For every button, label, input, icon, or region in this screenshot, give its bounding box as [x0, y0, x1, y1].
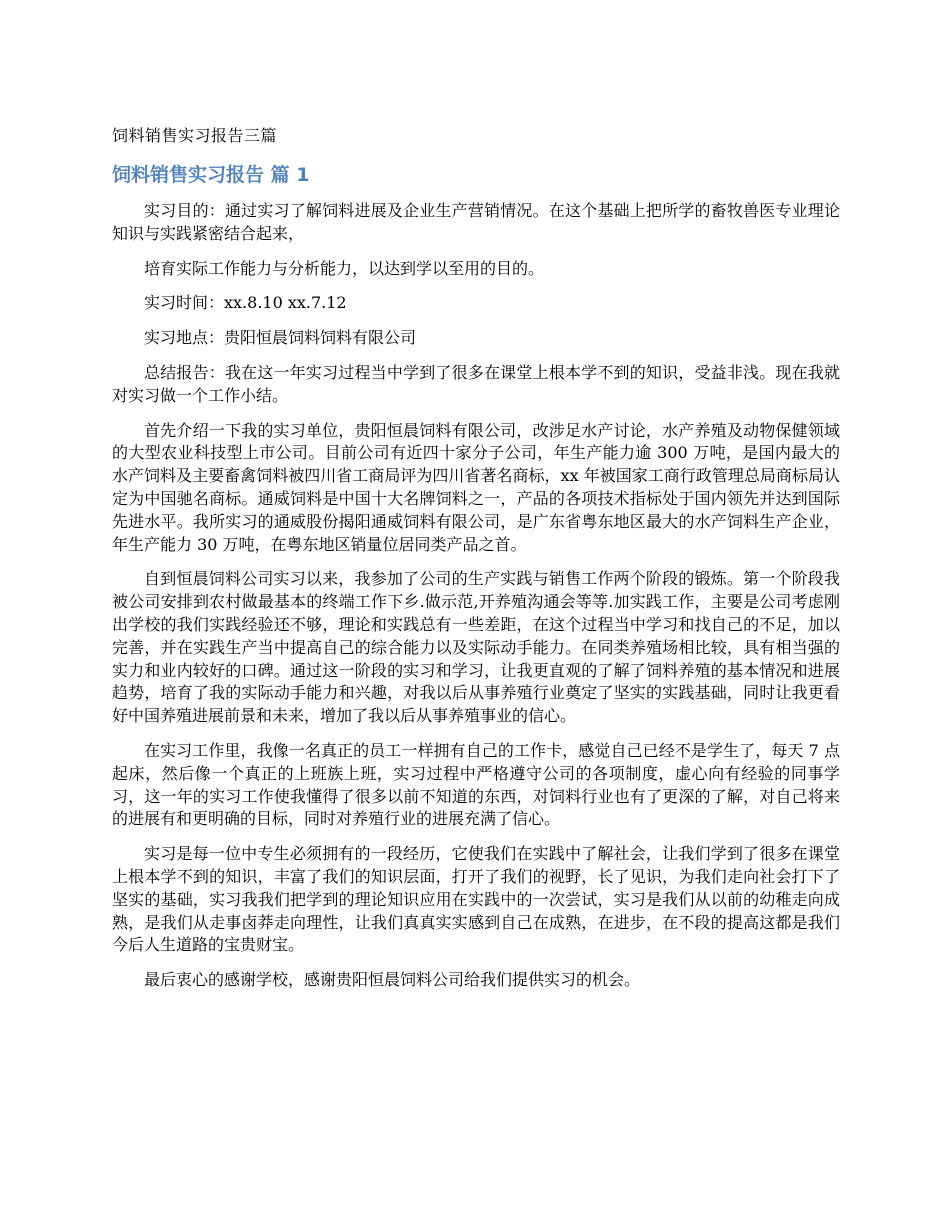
paragraph-goal: 培育实际工作能力与分析能力，以达到学以至用的目的。	[144, 258, 545, 278]
paragraph-time: 实习时间：xx.8.10 xx.7.12	[144, 293, 347, 313]
paragraph-stages: 自到恒晨饲料公司实习以来，我参加了公司的生产实践与销售工作两个阶段的锻炼。第一个阶段我被公司安排到农村做最基本的终端工作下乡.做示范,开养殖沟通会等等.加实践工作，主要是公司考虑刚出学校的我们实践经验还不够，理论和实践总有一些差距，在这个过程当中学习和找自己的不足，加以完善，并在实践生产当中提高自己的综合能力以及实际动手能力。在同类养殖场相比较，具有相当强的实力和业内较好的口碑。通过这一阶段的实习和学习，让我更直观的了解了饲料养殖的基本情况和进展趋势，培育了我的实际动手能力和兴趣，对我以后从事养殖行业奠定了坚实的实践基础，同时让我更看好中国养殖进展前景和未来，增加了我以后从事养殖事业的信心。	[112, 569, 840, 726]
paragraph-thanks: 最后衷心的感谢学校，感谢贵阳恒晨饲料公司给我们提供实习的机会。	[144, 970, 641, 990]
section-heading: 饲料销售实习报告 篇 1	[112, 164, 310, 186]
paragraph-purpose: 实习目的：通过实习了解饲料进展及企业生产营销情况。在这个基础上把所学的畜牧兽医专业理论知识与实践紧密结合起来，	[112, 201, 840, 243]
document-title: 饲料销售实习报告三篇	[112, 126, 278, 145]
document-page	[112, 124, 840, 1004]
paragraph-summary: 总结报告：我在这一年实习过程当中学到了很多在课堂上根本学不到的知识，受益非浅。现在我就对实习做一个工作小结。	[112, 362, 840, 405]
paragraph-work-life: 在实习工作里，我像一名真正的员工一样拥有自己的工作卡，感觉自己已经不是学生了，每天 7 点起床，然后像一个真正的上班族上班，实习过程中严格遵守公司的各项制度，虚心向有经验的同事学习，这一年的实习工作使我懂得了很多以前不知道的东西，对饲料行业也有了更深的了解，对自己将来的进展有和更明确的目标，同时对养殖行业的进展充满了信心。	[112, 740, 840, 829]
paragraph-company-intro: 首先介绍一下我的实习单位，贵阳恒晨饲料有限公司，改涉足水产讨论，水产养殖及动物保健领域的大型农业科技型上市公司。目前公司有近四十家分子公司，年生产能力逾 300 万吨，是国内最大的水产饲料及主要畜禽饲料被四川省工商局评为四川省著名商标，xx 年被国家工商行政管理总局商标局认定为中国驰名商标。通威饲料是中国十大名牌饲料之一，产品的各项技术指标处于国内领先并达到国际先进水平。我所实习的通威股份揭阳通威饲料有限公司，是广东省粤东地区最大的水产饲料生产企业，年生产能力 30 万吨，在粤东地区销量位居同类产品之首。	[112, 420, 840, 554]
paragraph-reflection: 实习是每一位中专生必须拥有的一段经历，它使我们在实践中了解社会，让我们学到了很多在课堂上根本学不到的知识，丰富了我们的知识层面，打开了我们的视野，长了见识，为我们走向社会打下了坚实的基础，实习我我们把学到的理论知识应用在实践中的一次尝试，实习是我们从以前的幼稚走向成熟，是我们从走事卤莽走向理性，让我们真真实实感到自己在成熟，在进步，在不段的提高这都是我们今后人生道路的宝贵财宝。	[112, 844, 840, 955]
paragraph-location: 实习地点：贵阳恒晨饲料饲料有限公司	[144, 328, 417, 348]
